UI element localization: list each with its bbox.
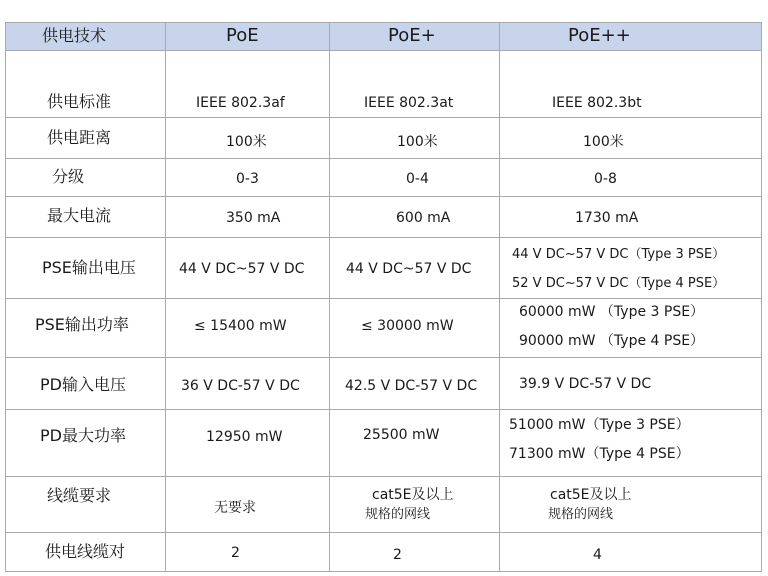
cell-poe-standard: IEEE 802.3af [196,95,285,111]
cell-poeplusplus-max-current: 1730 mA [575,210,639,226]
row-label-max-current: 最大电流 [47,206,112,225]
cell-poeplusplus-pd-max-power-type3: 51000 mW（Type 3 PSE） [509,417,690,433]
grid-line [165,22,166,572]
row-label-pse-power: PSE输出功率 [35,315,129,334]
cell-poeplusplus-cable-pairs: 4 [593,547,602,563]
header-row-background [5,22,762,50]
cell-poe-max-current: 350 mA [226,210,281,226]
grid-line [499,22,500,572]
row-label-cable-pairs: 供电线缆对 [45,542,126,561]
grid-line [5,532,762,533]
cell-poeplusplus-pse-voltage-type3: 44 V DC~57 V DC（Type 3 PSE） [512,247,726,262]
header-label-tech: 供电技术 [42,26,107,45]
grid-line [5,50,762,51]
grid-line [5,117,762,118]
cell-poe-pse-voltage: 44 V DC~57 V DC [179,261,305,277]
cell-poe-pse-power: ≤ 15400 mW [194,318,287,334]
header-poe-plus-plus: PoE++ [568,25,631,46]
cell-poe-distance: 100米 [226,134,267,150]
cell-poe-class: 0-3 [236,171,259,187]
grid-line [5,357,762,358]
row-label-cable-requirement: 线缆要求 [47,486,112,505]
grid-line [5,22,762,23]
cell-poeplusplus-pd-max-power-type4: 71300 mW（Type 4 PSE） [509,446,690,462]
cell-poeplusplus-cable-line1: cat5E及以上 [550,487,632,503]
cell-poeplusplus-pse-power-type4: 90000 mW （Type 4 PSE） [519,333,705,349]
grid-line [5,409,762,410]
row-label-standard: 供电标准 [47,92,112,111]
cell-poe-pd-max-power: 12950 mW [206,429,283,445]
cell-poeplus-pd-voltage: 42.5 V DC-57 V DC [345,378,478,394]
row-label-class: 分级 [52,167,85,186]
row-label-pse-voltage: PSE输出电压 [42,258,136,277]
cell-poeplus-standard: IEEE 802.3at [364,95,454,111]
grid-line [5,237,762,238]
header-poe: PoE [226,25,259,46]
cell-poeplusplus-pse-voltage-type4: 52 V DC~57 V DC（Type 4 PSE） [512,276,726,291]
cell-poeplus-cable-line2: 规格的网线 [365,507,431,522]
cell-poeplusplus-pse-power-type3: 60000 mW （Type 3 PSE） [519,304,705,320]
row-label-pd-voltage: PD输入电压 [40,375,126,394]
cell-poeplus-cable-line1: cat5E及以上 [372,487,454,503]
grid-line [5,298,762,299]
grid-line [5,476,762,477]
cell-poeplus-pse-power: ≤ 30000 mW [361,318,454,334]
cell-poeplusplus-pd-voltage: 39.9 V DC-57 V DC [519,376,652,392]
cell-poeplus-pse-voltage: 44 V DC~57 V DC [346,261,472,277]
cell-poe-cable-pairs: 2 [231,545,240,561]
header-poe-plus: PoE+ [388,25,436,46]
cell-poeplusplus-distance: 100米 [583,134,624,150]
cell-poe-pd-voltage: 36 V DC-57 V DC [181,378,300,394]
grid-line [5,196,762,197]
cell-poeplus-class: 0-4 [406,171,429,187]
grid-line [5,22,6,572]
grid-line [5,571,762,572]
cell-poeplusplus-standard: IEEE 802.3bt [552,95,642,111]
grid-line [761,22,762,572]
cell-poeplusplus-class: 0-8 [594,171,617,187]
cell-poeplus-max-current: 600 mA [396,210,451,226]
cell-poe-cable-requirement: 无要求 [214,500,256,516]
cell-poeplusplus-cable-line2: 规格的网线 [548,507,614,522]
row-label-distance: 供电距离 [47,128,112,147]
cell-poeplus-pd-max-power: 25500 mW [363,427,440,443]
grid-line [329,22,330,572]
row-label-pd-max-power: PD最大功率 [40,426,126,445]
grid-line [5,158,762,159]
cell-poeplus-cable-pairs: 2 [393,547,402,563]
cell-poeplus-distance: 100米 [397,134,438,150]
